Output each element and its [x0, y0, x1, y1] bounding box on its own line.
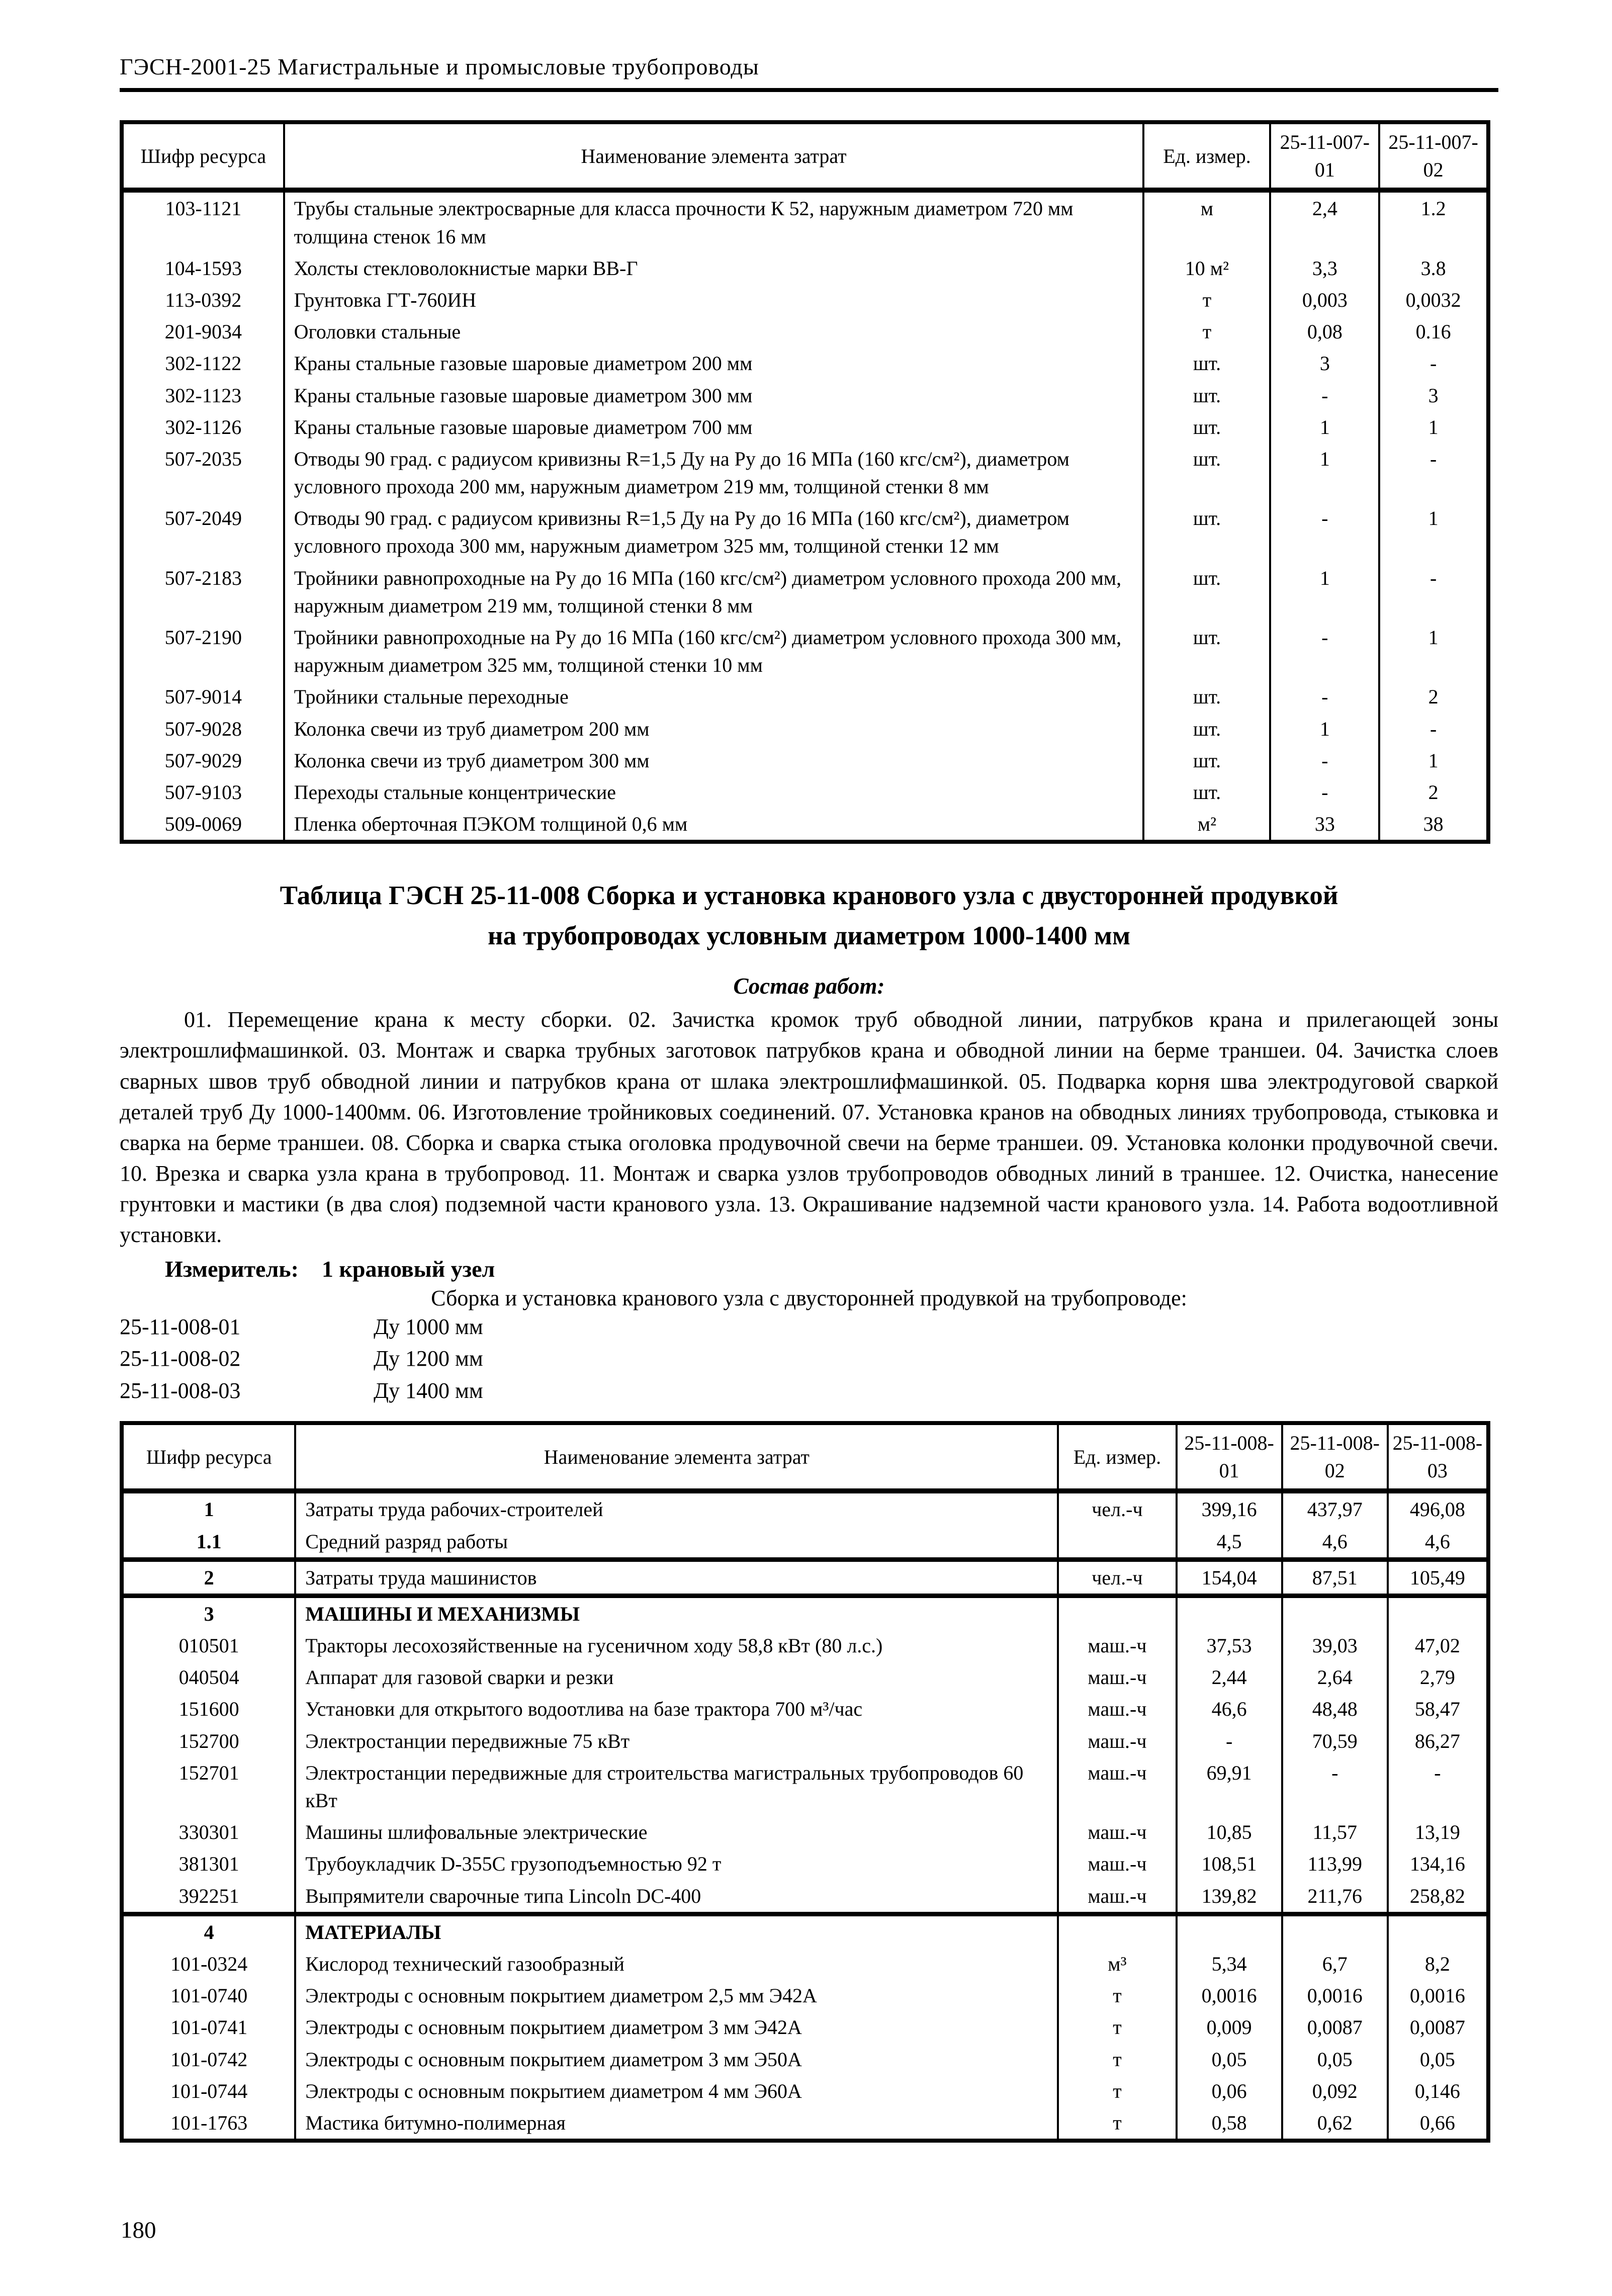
resource-code: 1.1: [122, 1526, 295, 1560]
resource-code: 113-0392: [122, 284, 284, 316]
resource-row: [122, 316, 1488, 347]
resource-unit: шт.: [1143, 380, 1270, 411]
resource-unit: маш.-ч: [1058, 1848, 1176, 1880]
table-008-title-line2: на трубопроводах условным диаметром 1000-1400 мм: [487, 921, 1131, 950]
resource-code: 507-2190: [122, 622, 284, 681]
resource-v1: 1: [1270, 443, 1379, 502]
resource-unit: маш.-ч: [1058, 1630, 1176, 1661]
resource-row: [122, 2011, 1488, 2043]
resource-unit: шт.: [1143, 776, 1270, 808]
resource-v2: 0,62: [1282, 2107, 1388, 2141]
page-number: 180: [121, 2217, 156, 2243]
resource-v2: 87,51: [1282, 1559, 1388, 1596]
resource-unit: т: [1058, 2044, 1176, 2075]
resource-code: 507-2183: [122, 562, 284, 622]
resource-name: Грунтовка ГТ-760ИН: [284, 284, 1144, 316]
resource-v2: 3: [1379, 380, 1488, 411]
col-header-norm-007-02: 25-11-007-02: [1379, 122, 1488, 190]
resource-v1: -: [1270, 622, 1379, 681]
resource-unit: маш.-ч: [1058, 1816, 1176, 1848]
works-composition-label: Состав работ:: [733, 974, 885, 999]
resource-v2: -: [1379, 562, 1488, 622]
resource-code: 152700: [122, 1725, 295, 1757]
resource-v2: 113,99: [1282, 1848, 1388, 1880]
resource-code: 101-0740: [122, 1980, 295, 2011]
resource-row: [122, 1630, 1488, 1661]
resource-code: 2: [122, 1559, 295, 1596]
resource-v3: 13,19: [1388, 1816, 1488, 1848]
resource-v1: 108,51: [1177, 1848, 1282, 1880]
resource-code: 4: [122, 1914, 295, 1948]
resource-code: 302-1122: [122, 347, 284, 379]
resource-v2: 1: [1379, 502, 1488, 562]
resource-row: [122, 562, 1488, 622]
resource-code: 101-0324: [122, 1948, 295, 1980]
resource-row: [122, 776, 1488, 808]
variants-intro: Сборка и установка кранового узла с двусторонней продувкой на трубопроводе:: [431, 1285, 1187, 1310]
resource-v2: 2: [1379, 681, 1488, 713]
resource-unit: маш.-ч: [1058, 1880, 1176, 1914]
resource-v2: 0,05: [1282, 2044, 1388, 2075]
resource-v1: 33: [1270, 808, 1379, 842]
variant-line: [120, 1375, 1498, 1407]
resource-v3: 0,66: [1388, 2107, 1488, 2141]
resource-name: МАШИНЫ И МЕХАНИЗМЫ: [295, 1596, 1058, 1630]
resource-v2: 0.16: [1379, 316, 1488, 347]
resource-code: 101-1763: [122, 2107, 295, 2141]
resource-unit: маш.-ч: [1058, 1693, 1176, 1725]
resource-code: 101-0741: [122, 2011, 295, 2043]
resource-v3: 0,146: [1388, 2075, 1488, 2107]
resource-v1: 4,5: [1177, 1526, 1282, 1560]
resource-v3: 258,82: [1388, 1880, 1488, 1914]
resource-v3: 105,49: [1388, 1559, 1488, 1596]
resource-name: Краны стальные газовые шаровые диаметром 700 мм: [284, 411, 1144, 443]
table-008-title: [120, 876, 1498, 956]
col-header-unit: Ед. измер.: [1143, 122, 1270, 190]
resource-code: 392251: [122, 1880, 295, 1914]
works-composition-text: 01. Перемещение крана к месту сборки. 02. Зачистка кромок труб обводной линии, патрубков крана и прилегающей зоны электрошлифмашинкой. 03. Монтаж и сварка трубных заготовок патрубков крана и обводной линии на берме траншеи. 04. Зачистка слоев сварных швов труб обводной линии и патрубков крана от шлака электрошлифмашинкой. 05. Подварка корня шва электродуговой сваркой деталей труб Ду 1000-1400мм. 06. Изготовление тройниковых соединений. 07. Установка кранов на обводных линиях трубопровода, стыковка и сварка на берме траншеи. 08. Сборка и сварка стыка оголовка продувочной свечи на берме траншеи. 09. Установка колонки продувочной свечи. 10. Врезка и сварка узла крана в трубопровод. 11. Монтаж и сварка узлов трубопроводов обводных линий в траншее. 12. Очистка, нанесение грунтовки и мастики (в два слоя) подземной части кранового узла. 13. Окрашивание надземной части кранового узла. 14. Работа водоотливной установки.: [120, 1007, 1498, 1248]
resource-row: [122, 1559, 1488, 1596]
page-content: [120, 0, 1498, 2143]
resource-code: 507-9028: [122, 713, 284, 745]
resource-row: [122, 808, 1488, 842]
resource-v2: [1282, 1596, 1388, 1630]
resource-code: 507-9029: [122, 745, 284, 776]
resource-name: Пленка оберточная ПЭКОМ толщиной 0,6 мм: [284, 808, 1144, 842]
resource-row: [122, 681, 1488, 713]
resource-v2: -: [1379, 443, 1488, 502]
resource-v3: 0,0087: [1388, 2011, 1488, 2043]
resource-name: Холсты стекловолокнистые марки ВВ-Г: [284, 252, 1144, 284]
resource-unit: маш.-ч: [1058, 1725, 1176, 1757]
col-header-unit: Ед. измер.: [1058, 1423, 1176, 1491]
col-header-norm-008-02: 25-11-008-02: [1282, 1423, 1388, 1491]
resource-v2: 39,03: [1282, 1630, 1388, 1661]
resource-v2: 3.8: [1379, 252, 1488, 284]
resource-v3: 47,02: [1388, 1630, 1488, 1661]
resource-v2: -: [1379, 713, 1488, 745]
resource-row: [122, 1596, 1488, 1630]
variant-desc: Ду 1400 мм: [374, 1378, 483, 1403]
resource-v1: 0,05: [1177, 2044, 1282, 2075]
resource-name: Средний разряд работы: [295, 1526, 1058, 1560]
resource-v2: 1: [1379, 411, 1488, 443]
resource-unit: шт.: [1143, 347, 1270, 379]
resource-name: Трубоукладчик D-355C грузоподъемностью 92 т: [295, 1848, 1058, 1880]
meter-value: 1 крановый узел: [321, 1256, 495, 1282]
resource-code: 010501: [122, 1630, 295, 1661]
resource-v3: 134,16: [1388, 1848, 1488, 1880]
resource-v1: 0,009: [1177, 2011, 1282, 2043]
resource-name: Мастика битумно-полимерная: [295, 2107, 1058, 2141]
resource-unit: шт.: [1143, 562, 1270, 622]
resource-v1: -: [1177, 1725, 1282, 1757]
resource-row: [122, 1816, 1488, 1848]
resource-name: Кислород технический газообразный: [295, 1948, 1058, 1980]
resource-name: Установки для открытого водоотлива на базе трактора 700 м³/час: [295, 1693, 1058, 1725]
col-header-norm-007-01: 25-11-007-01: [1270, 122, 1379, 190]
resource-v1: 154,04: [1177, 1559, 1282, 1596]
resource-v1: 399,16: [1177, 1491, 1282, 1525]
resource-v2: 70,59: [1282, 1725, 1388, 1757]
resource-unit: м³: [1058, 1948, 1176, 1980]
resource-row: [122, 2044, 1488, 2075]
table-25-11-007: [120, 120, 1490, 844]
resource-row: [122, 1491, 1488, 1525]
resource-code: 101-0744: [122, 2075, 295, 2107]
resource-name: Аппарат для газовой сварки и резки: [295, 1661, 1058, 1693]
resource-name: Переходы стальные концентрические: [284, 776, 1144, 808]
resource-unit: чел.-ч: [1058, 1491, 1176, 1525]
document-header: ГЭСН-2001-25 Магистральные и промысловые трубопроводы: [120, 54, 759, 79]
variant-desc: Ду 1000 мм: [374, 1314, 483, 1339]
resource-v1: 1: [1270, 562, 1379, 622]
resource-row: [122, 443, 1488, 502]
resource-v1: -: [1270, 776, 1379, 808]
resource-unit: т: [1143, 316, 1270, 347]
resource-row: [122, 1948, 1488, 1980]
resource-name: Тройники стальные переходные: [284, 681, 1144, 713]
resource-v1: 2,44: [1177, 1661, 1282, 1693]
resource-row: [122, 1526, 1488, 1560]
resource-unit: шт.: [1143, 713, 1270, 745]
resource-code: 3: [122, 1596, 295, 1630]
resource-name: Электроды с основным покрытием диаметром 3 мм Э50А: [295, 2044, 1058, 2075]
resource-v1: -: [1270, 380, 1379, 411]
table-header-row: [122, 1423, 1488, 1491]
resource-v1: -: [1270, 502, 1379, 562]
resource-code: 201-9034: [122, 316, 284, 347]
resource-v2: 0,092: [1282, 2075, 1388, 2107]
resource-row: [122, 502, 1488, 562]
resource-row: [122, 1693, 1488, 1725]
resource-v1: 0,0016: [1177, 1980, 1282, 2011]
table-25-11-008: [120, 1421, 1490, 2143]
resource-name: Электроды с основным покрытием диаметром 3 мм Э42А: [295, 2011, 1058, 2043]
table-25-11-007-header: [122, 122, 1488, 190]
resource-name: Тройники равнопроходные на Ру до 16 МПа (160 кгс/см²) диаметром условного прохода 300 мм, наружным диаметром 325 мм, толщиной стенки 10 мм: [284, 622, 1144, 681]
meter-line: [120, 1256, 1498, 1282]
resource-unit: [1058, 1596, 1176, 1630]
resource-row: [122, 1661, 1488, 1693]
resource-unit: шт.: [1143, 622, 1270, 681]
resource-v2: 11,57: [1282, 1816, 1388, 1848]
resource-name: Краны стальные газовые шаровые диаметром 200 мм: [284, 347, 1144, 379]
variant-code: 25-11-008-02: [120, 1346, 241, 1371]
resource-v1: 37,53: [1177, 1630, 1282, 1661]
resource-name: Электроды с основным покрытием диаметром 2,5 мм Э42А: [295, 1980, 1058, 2011]
resource-row: [122, 2107, 1488, 2141]
resource-code: 302-1123: [122, 380, 284, 411]
resource-name: МАТЕРИАЛЫ: [295, 1914, 1058, 1948]
resource-unit: шт.: [1143, 411, 1270, 443]
resource-v1: 0,08: [1270, 316, 1379, 347]
resource-row: [122, 252, 1488, 284]
resource-v1: [1177, 1596, 1282, 1630]
resource-row: [122, 1880, 1488, 1914]
resource-row: [122, 1914, 1488, 1948]
resource-row: [122, 1848, 1488, 1880]
resource-v2: 48,48: [1282, 1693, 1388, 1725]
resource-code: 507-9014: [122, 681, 284, 713]
resource-v1: 0,06: [1177, 2075, 1282, 2107]
resource-v2: 211,76: [1282, 1880, 1388, 1914]
resource-v1: 1: [1270, 713, 1379, 745]
resource-code: 507-2035: [122, 443, 284, 502]
resource-name: Тройники равнопроходные на Ру до 16 МПа (160 кгс/см²) диаметром условного прохода 200 мм, наружным диаметром 219 мм, толщиной стенки 8 мм: [284, 562, 1144, 622]
resource-v1: 2,4: [1270, 190, 1379, 252]
header-rule: [120, 88, 1498, 92]
resource-v1: -: [1270, 681, 1379, 713]
resource-v1: 46,6: [1177, 1693, 1282, 1725]
resource-name: Колонка свечи из труб диаметром 300 мм: [284, 745, 1144, 776]
resource-unit: маш.-ч: [1058, 1661, 1176, 1693]
resource-code: 1: [122, 1491, 295, 1525]
resource-code: 507-9103: [122, 776, 284, 808]
resource-row: [122, 1757, 1488, 1816]
resource-v1: 1: [1270, 411, 1379, 443]
variant-line: [120, 1311, 1498, 1343]
resource-row: [122, 1725, 1488, 1757]
resource-v2: 1.2: [1379, 190, 1488, 252]
resource-v2: [1282, 1914, 1388, 1948]
col-header-resource-code: Шифр ресурса: [122, 122, 284, 190]
resource-v3: 496,08: [1388, 1491, 1488, 1525]
resource-row: [122, 622, 1488, 681]
resource-v1: 10,85: [1177, 1816, 1282, 1848]
resource-v3: -: [1388, 1757, 1488, 1816]
col-header-norm-008-03: 25-11-008-03: [1388, 1423, 1488, 1491]
resource-name: Выпрямители сварочные типа Lincoln DC-400: [295, 1880, 1058, 1914]
resource-unit: т: [1058, 1980, 1176, 2011]
resource-name: Электростанции передвижные 75 кВт: [295, 1725, 1058, 1757]
resource-unit: шт.: [1143, 745, 1270, 776]
col-header-cost-element: Наименование элемента затрат: [295, 1423, 1058, 1491]
resource-name: Машины шлифовальные электрические: [295, 1816, 1058, 1848]
resource-unit: т: [1058, 2075, 1176, 2107]
resource-v2: 2,64: [1282, 1661, 1388, 1693]
resource-v3: [1388, 1914, 1488, 1948]
variant-code: 25-11-008-01: [120, 1314, 241, 1339]
resource-v3: 0,05: [1388, 2044, 1488, 2075]
variant-code: 25-11-008-03: [120, 1378, 241, 1403]
resource-code: 302-1126: [122, 411, 284, 443]
resource-code: 101-0742: [122, 2044, 295, 2075]
resource-name: Тракторы лесохозяйственные на гусеничном ходу 58,8 кВт (80 л.с.): [295, 1630, 1058, 1661]
resource-row: [122, 380, 1488, 411]
resource-row: [122, 284, 1488, 316]
resource-v2: -: [1379, 347, 1488, 379]
table-header-row: [122, 122, 1488, 190]
resource-code: 040504: [122, 1661, 295, 1693]
resource-v2: 2: [1379, 776, 1488, 808]
resource-unit: маш.-ч: [1058, 1757, 1176, 1816]
resource-code: 330301: [122, 1816, 295, 1848]
resource-code: 103-1121: [122, 190, 284, 252]
resource-v2: 6,7: [1282, 1948, 1388, 1980]
resource-unit: чел.-ч: [1058, 1559, 1176, 1596]
resource-v2: 1: [1379, 622, 1488, 681]
resource-v3: 4,6: [1388, 1526, 1488, 1560]
resource-code: 381301: [122, 1848, 295, 1880]
resource-v3: 58,47: [1388, 1693, 1488, 1725]
resource-unit: м: [1143, 190, 1270, 252]
resource-name: Затраты труда рабочих-строителей: [295, 1491, 1058, 1525]
resource-v3: [1388, 1596, 1488, 1630]
resource-v1: 69,91: [1177, 1757, 1282, 1816]
resource-unit: т: [1058, 2011, 1176, 2043]
resource-row: [122, 713, 1488, 745]
resource-row: [122, 190, 1488, 252]
resource-name: Отводы 90 град. с радиусом кривизны R=1,5 Ду на Ру до 16 МПа (160 кгс/см²), диаметром условного прохода 200 мм, наружным диаметром 219 мм, толщиной стенки 8 мм: [284, 443, 1144, 502]
variant-desc: Ду 1200 мм: [374, 1346, 483, 1371]
resource-unit: т: [1143, 284, 1270, 316]
resource-name: Оголовки стальные: [284, 316, 1144, 347]
resource-v1: 3: [1270, 347, 1379, 379]
resource-v2: -: [1282, 1757, 1388, 1816]
resource-v2: 4,6: [1282, 1526, 1388, 1560]
resource-v2: 1: [1379, 745, 1488, 776]
resource-name: Отводы 90 град. с радиусом кривизны R=1,5 Ду на Ру до 16 МПа (160 кгс/см²), диаметром условного прохода 300 мм, наружным диаметром 325 мм, толщиной стенки 12 мм: [284, 502, 1144, 562]
resource-code: 104-1593: [122, 252, 284, 284]
resource-v1: 3,3: [1270, 252, 1379, 284]
resource-v2: 0,0087: [1282, 2011, 1388, 2043]
resource-unit: шт.: [1143, 681, 1270, 713]
resource-name: Колонка свечи из труб диаметром 200 мм: [284, 713, 1144, 745]
resource-code: 152701: [122, 1757, 295, 1816]
resource-v1: 0,003: [1270, 284, 1379, 316]
resource-v2: 38: [1379, 808, 1488, 842]
resource-name: Затраты труда машинистов: [295, 1559, 1058, 1596]
resource-name: Электростанции передвижные для строительства магистральных трубопроводов 60 кВт: [295, 1757, 1058, 1816]
resource-name: Электроды с основным покрытием диаметром 4 мм Э60А: [295, 2075, 1058, 2107]
resource-code: 507-2049: [122, 502, 284, 562]
resource-v2: 0,0016: [1282, 1980, 1388, 2011]
col-header-cost-element: Наименование элемента затрат: [284, 122, 1144, 190]
resource-unit: [1058, 1914, 1176, 1948]
resource-code: 151600: [122, 1693, 295, 1725]
col-header-resource-code: Шифр ресурса: [122, 1423, 295, 1491]
resource-name: Трубы стальные электросварные для класса прочности К 52, наружным диаметром 720 мм толщина стенок 16 мм: [284, 190, 1144, 252]
resource-v3: 0,0016: [1388, 1980, 1488, 2011]
resource-v3: 2,79: [1388, 1661, 1488, 1693]
resource-v1: [1177, 1914, 1282, 1948]
resource-unit: шт.: [1143, 443, 1270, 502]
resource-unit: т: [1058, 2107, 1176, 2141]
table-25-11-008-header: [122, 1423, 1488, 1491]
variant-line: [120, 1343, 1498, 1375]
resource-row: [122, 411, 1488, 443]
resource-row: [122, 745, 1488, 776]
resource-row: [122, 1980, 1488, 2011]
resource-row: [122, 347, 1488, 379]
resource-v1: 5,34: [1177, 1948, 1282, 1980]
table-25-11-007-body: [122, 190, 1488, 842]
resource-unit: [1058, 1526, 1176, 1560]
col-header-norm-008-01: 25-11-008-01: [1177, 1423, 1282, 1491]
resource-v2: 0,0032: [1379, 284, 1488, 316]
resource-v3: 86,27: [1388, 1725, 1488, 1757]
resource-name: Краны стальные газовые шаровые диаметром 300 мм: [284, 380, 1144, 411]
resource-v2: 437,97: [1282, 1491, 1388, 1525]
resource-v1: -: [1270, 745, 1379, 776]
resource-v1: 139,82: [1177, 1880, 1282, 1914]
resource-row: [122, 2075, 1488, 2107]
meter-label: Измеритель:: [165, 1256, 299, 1282]
resource-v3: 8,2: [1388, 1948, 1488, 1980]
resource-v1: 0,58: [1177, 2107, 1282, 2141]
table-008-title-line1: Таблица ГЭСН 25-11-008 Сборка и установка кранового узла с двусторонней продувкой: [280, 881, 1338, 911]
resource-unit: м²: [1143, 808, 1270, 842]
resource-code: 509-0069: [122, 808, 284, 842]
resource-unit: шт.: [1143, 502, 1270, 562]
resource-unit: 10 м²: [1143, 252, 1270, 284]
table-25-11-008-body: [122, 1491, 1488, 2141]
